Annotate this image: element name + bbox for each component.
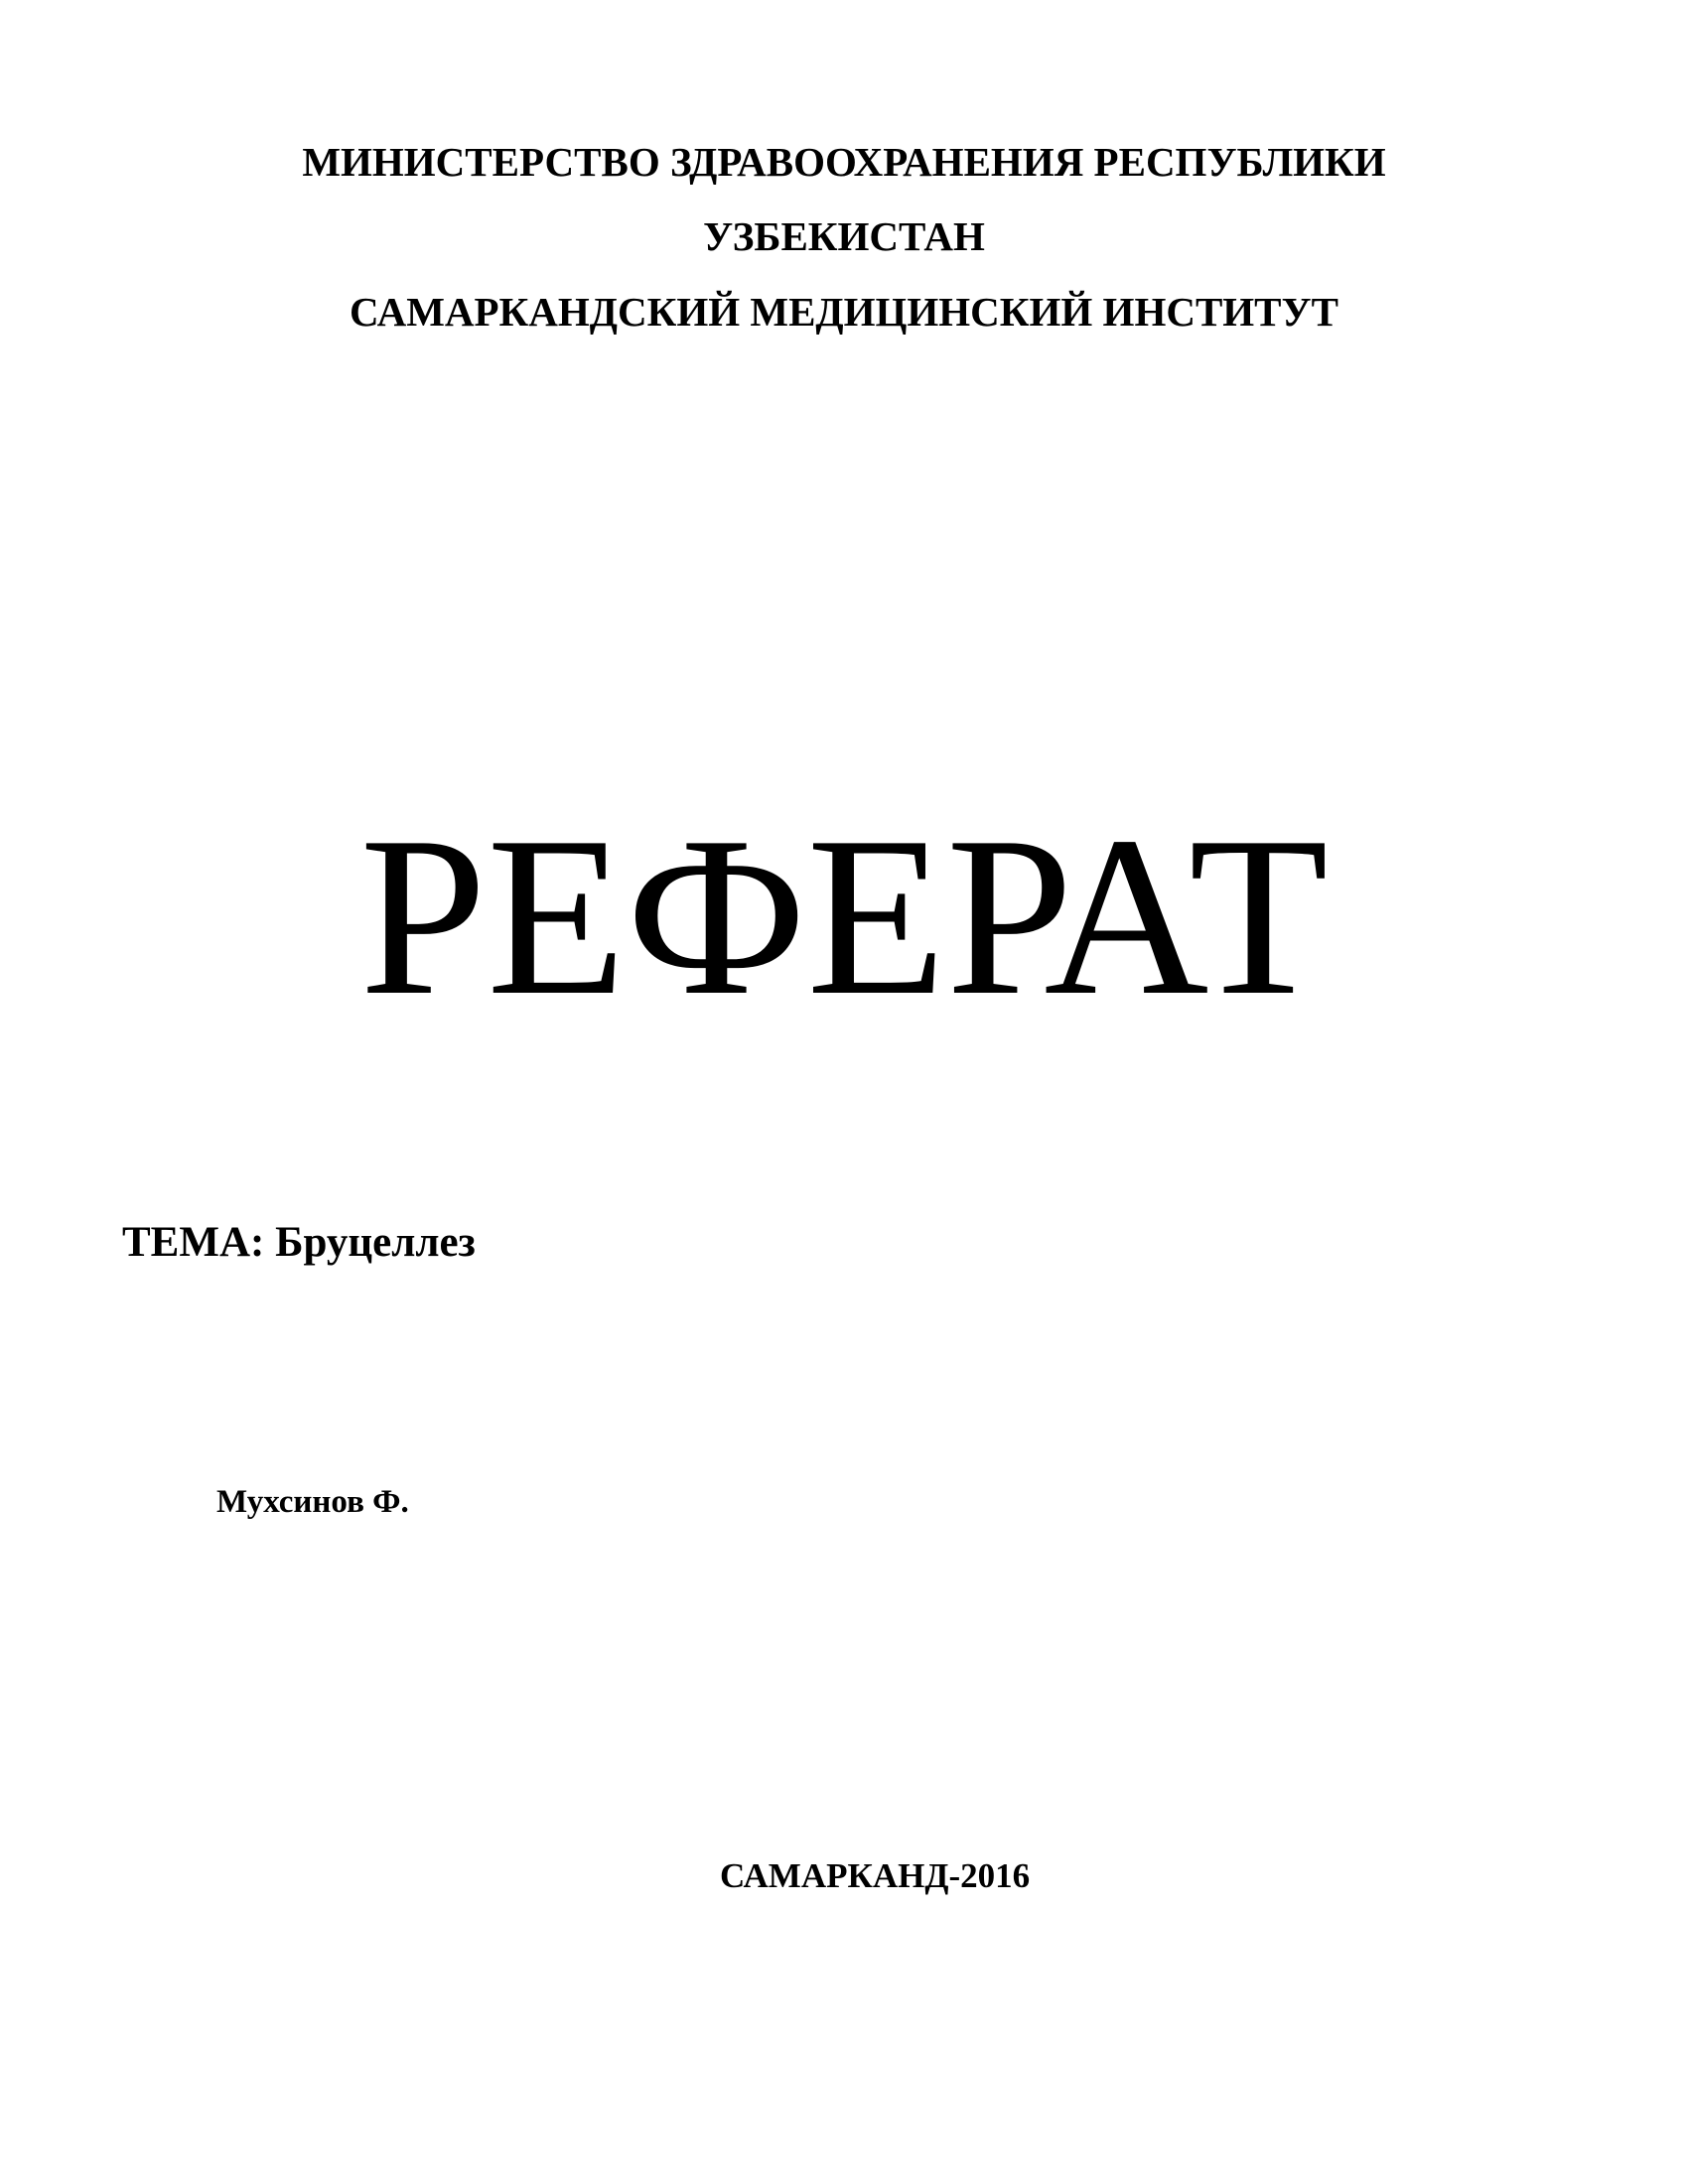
author-name: Мухсинов Ф. bbox=[216, 1484, 409, 1520]
topic-value: Бруцеллез bbox=[275, 1219, 476, 1266]
ministry-line-2: УЗБЕКИСТАН bbox=[703, 213, 985, 259]
city-year: САМАРКАНД-2016 bbox=[720, 1856, 1031, 1895]
ministry-line-1: МИНИСТЕРСТВО ЗДРАВООХРАНЕНИЯ РЕСПУБЛИКИ bbox=[302, 139, 1386, 185]
topic-line bbox=[122, 1221, 476, 1264]
topic-label: ТЕМА: bbox=[122, 1219, 265, 1266]
institute-name: САМАРКАНДСКИЙ МЕДИЦИНСКИЙ ИНСТИТУТ bbox=[350, 289, 1338, 335]
document-type-title: РЕФЕРАТ bbox=[359, 789, 1329, 1042]
